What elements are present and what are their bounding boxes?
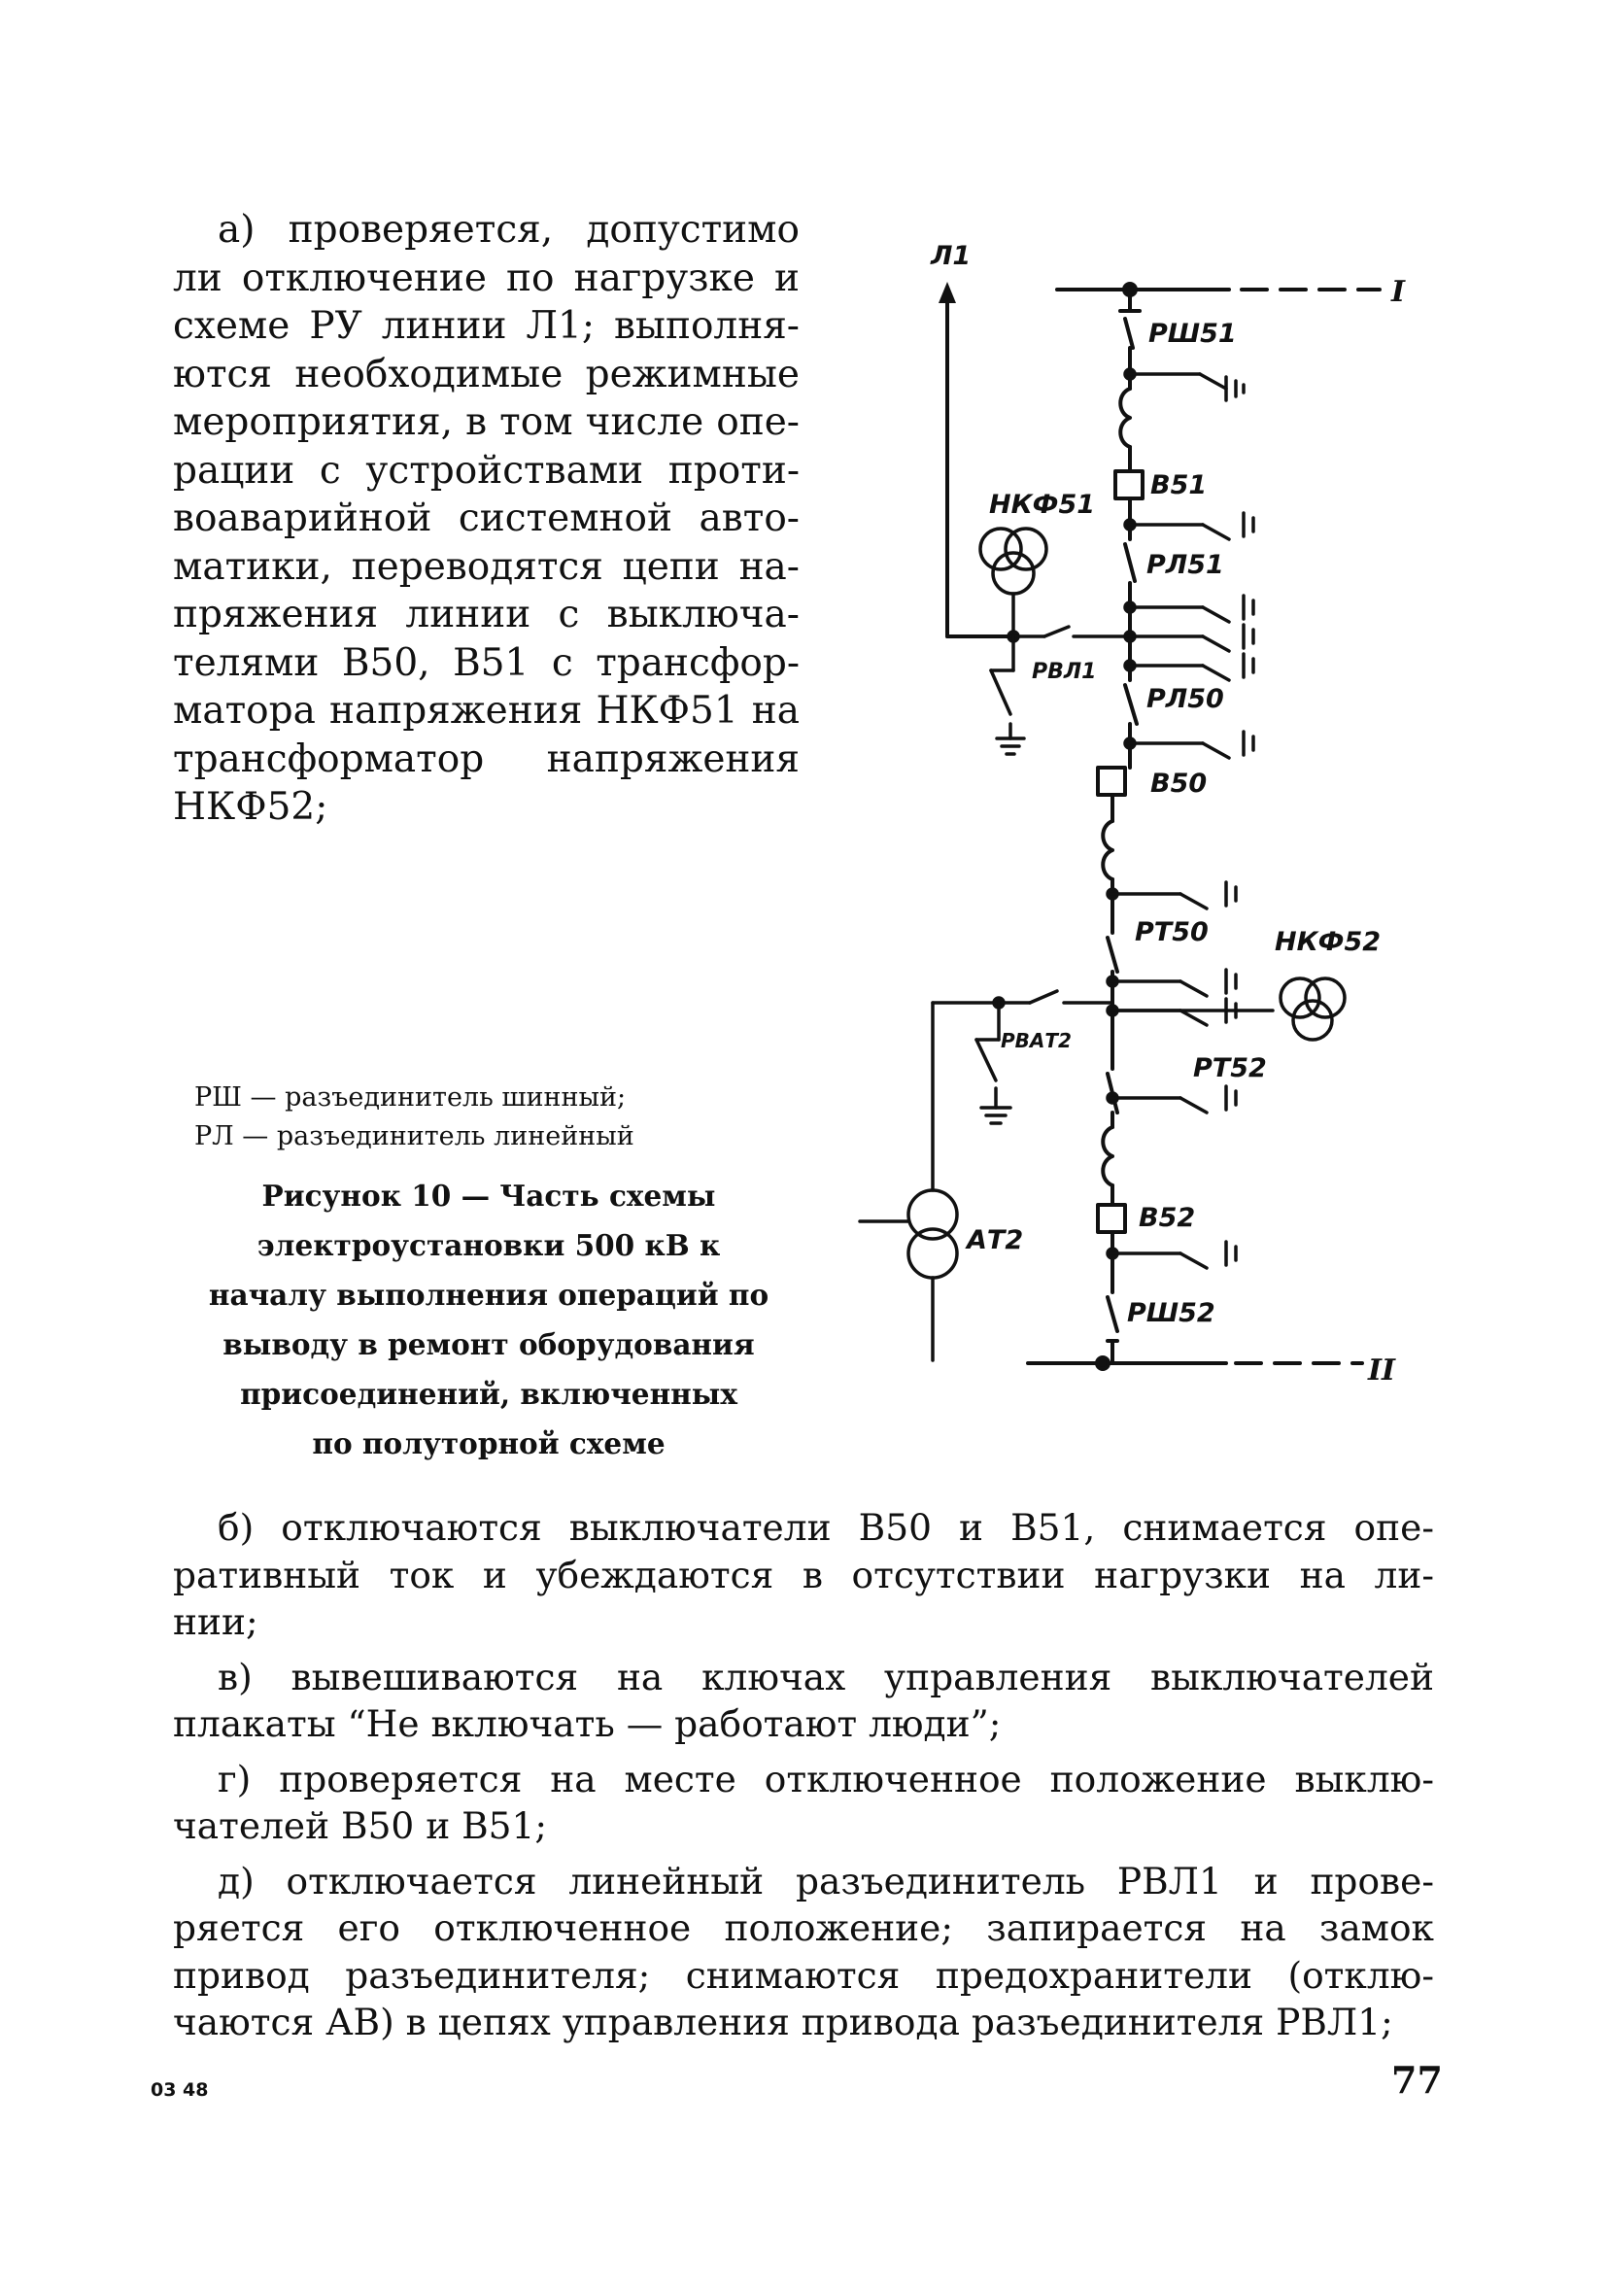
nkf51-transformer	[980, 529, 1130, 754]
paragraph-line: чаются АВ) в цепях управления привода разъединителя РВЛ1;	[173, 2001, 1393, 2043]
item-a-line: ются необходимые режимные	[173, 352, 800, 396]
diagram-legend	[194, 1079, 738, 1156]
paragraph-b	[173, 1504, 1434, 1646]
paragraph-line: плакаты “Не включать — работают люди”;	[173, 1702, 1002, 1745]
paragraph-line: д) отключается линейный разъединитель РВЛ1 и прове-	[218, 1859, 1434, 1902]
caption-line: началу выполнения операций по	[208, 1278, 769, 1312]
paragraph-line: ративный ток и убеждаются в отсутствии нагрузки на ли-	[173, 1553, 1434, 1596]
item-a-line: рации с устройствами проти-	[173, 448, 800, 493]
paragraph-line: привод разъединителя; снимаются предохранители (отклю-	[173, 1953, 1434, 1997]
caption-line: присоединений, включенных	[240, 1377, 737, 1411]
label-nkf51: НКФ51	[989, 490, 1096, 520]
paragraph-line: чателей В50 и В51;	[173, 1804, 548, 1847]
legend-rl: РЛ — разъединитель линейный	[194, 1121, 634, 1151]
label-rsh52: РШ52	[1127, 1298, 1215, 1328]
label-rt50: РТ50	[1135, 917, 1209, 947]
label-rl51: РЛ51	[1146, 550, 1224, 580]
body-text	[173, 1504, 1434, 2054]
label-v50: В50	[1150, 769, 1208, 799]
label-v52: В52	[1139, 1203, 1196, 1233]
label-rvat2: РВАТ2	[1001, 1029, 1072, 1052]
line-l1	[939, 282, 1015, 636]
bus-2-label: II	[1368, 1354, 1396, 1388]
label-rsh51: РШ51	[1148, 319, 1237, 349]
paragraph-v	[173, 1654, 1434, 1748]
footer-code: 03 48	[151, 2079, 209, 2101]
item-a-line: матики, переводятся цепи на-	[173, 544, 800, 589]
item-a-line: схеме РУ линии Л1; выполня-	[173, 304, 800, 348]
bus-1	[1057, 284, 1380, 295]
caption-line: электроустановки 500 кВ к	[256, 1228, 721, 1262]
item-a-line: а) проверяется, допустимо	[218, 208, 800, 252]
label-rl50: РЛ50	[1146, 684, 1224, 714]
item-a-line: пряжения линии с выключа-	[173, 593, 800, 636]
line-l1-label: Л1	[931, 241, 972, 271]
label-at2: АТ2	[967, 1225, 1024, 1255]
at2-branch	[860, 991, 1112, 1360]
bus-2	[1028, 1357, 1362, 1369]
caption-line: Рисунок 10 — Часть схемы	[261, 1179, 716, 1213]
item-a-line: трансформатор напряжения	[173, 737, 800, 781]
item-a-line: матора напряжения НКФ51 на	[173, 689, 800, 733]
bus-1-label: I	[1391, 275, 1406, 309]
nkf52-transformer	[1112, 978, 1345, 1040]
item-a-line: ли отключение по нагрузке и	[173, 256, 800, 300]
paragraph-line: нии;	[173, 1600, 258, 1643]
item-a-line: телями В50, В51 с трансфор-	[173, 640, 800, 685]
item-a-line: мероприятия, в том числе опе-	[173, 400, 800, 444]
paragraph-line: ряется его отключенное положение; запирается на замок	[173, 1906, 1434, 1949]
label-rvl1: РВЛ1	[1032, 660, 1097, 684]
caption-line: по полуторной схеме	[312, 1426, 666, 1460]
figure-caption	[173, 1171, 804, 1468]
label-nkf52: НКФ52	[1275, 927, 1382, 957]
caption-line: выводу в ремонт оборудования	[222, 1327, 755, 1361]
item-a-line: НКФ52;	[173, 785, 328, 829]
label-rt52: РТ52	[1193, 1053, 1267, 1083]
item-a-line: воаварийной системной авто-	[173, 497, 800, 540]
paragraph-line: г) проверяется на месте отключенное положение выклю-	[218, 1757, 1434, 1800]
paragraph-line: в) вывешиваются на ключах управления выключателей	[218, 1655, 1434, 1698]
chain-upper	[1098, 290, 1143, 1363]
label-v51: В51	[1150, 470, 1208, 500]
page-number: 77	[1391, 2058, 1443, 2102]
legend-rsh: РШ — разъединитель шинный;	[194, 1082, 627, 1113]
paragraph-g	[173, 1756, 1434, 1850]
paragraph-line: б) отключаются выключатели В50 и В51, снимается опе-	[218, 1506, 1434, 1549]
paragraph-d	[173, 1858, 1434, 2046]
